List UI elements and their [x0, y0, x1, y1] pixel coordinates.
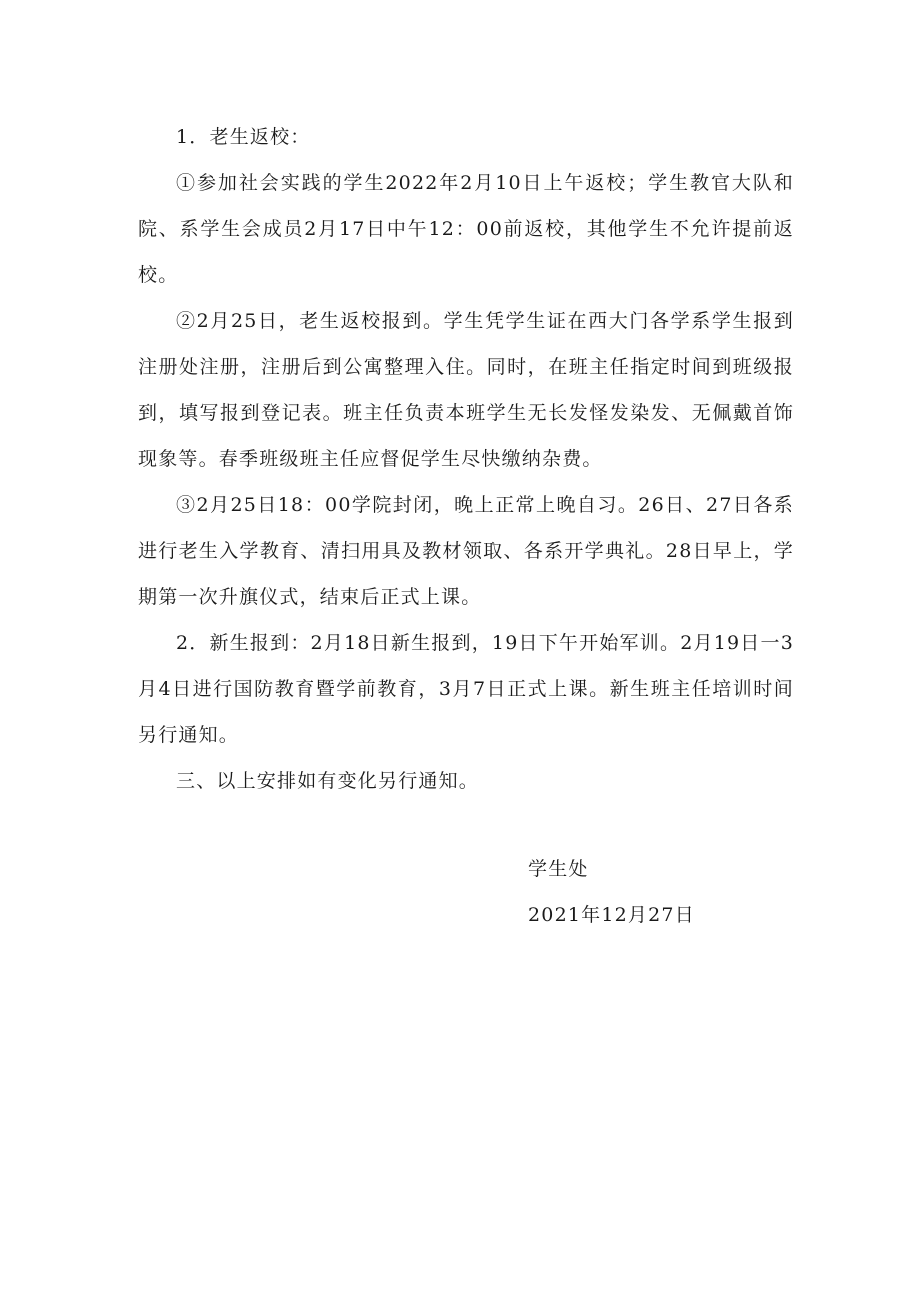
issue-date: 2021年12月27日: [528, 904, 695, 926]
issuer-name: 学生处: [528, 858, 589, 880]
paragraph-notice: 三、以上安排如有变化另行通知。: [176, 770, 480, 792]
signature-block: [528, 846, 695, 938]
paragraph-item-3: ③2月25日18：00学院封闭，晚上正常上晚自习。26日、27日各系进行老生入学教育、清扫用具及教材领取、各系开学典礼。28日早上，学期第一次升旗仪式，结束后正式上课。: [138, 494, 794, 608]
document-body: [138, 114, 794, 804]
paragraph-item-1: ①参加社会实践的学生2022年2月10日上午返校；学生教官大队和院、系学生会成员2月17日中午12：00前返校，其他学生不允许提前返校。: [138, 172, 794, 286]
paragraph-item-2: ②2月25日，老生返校报到。学生凭学生证在西大门各学系学生报到注册处注册，注册后到公寓整理入住。同时，在班主任指定时间到班级报到，填写报到登记表。班主任负责本班学生无长发怪发染发、无佩戴首饰现象等。春季班级班主任应督促学生尽快缴纳杂费。: [138, 310, 794, 470]
paragraph-new-students: 2．新生报到：2月18日新生报到，19日下午开始军训。2月19日一3月4日进行国防教育暨学前教育，3月7日正式上课。新生班主任培训时间另行通知。: [138, 632, 794, 746]
paragraph-old-students-heading: 1．老生返校：: [176, 126, 311, 148]
